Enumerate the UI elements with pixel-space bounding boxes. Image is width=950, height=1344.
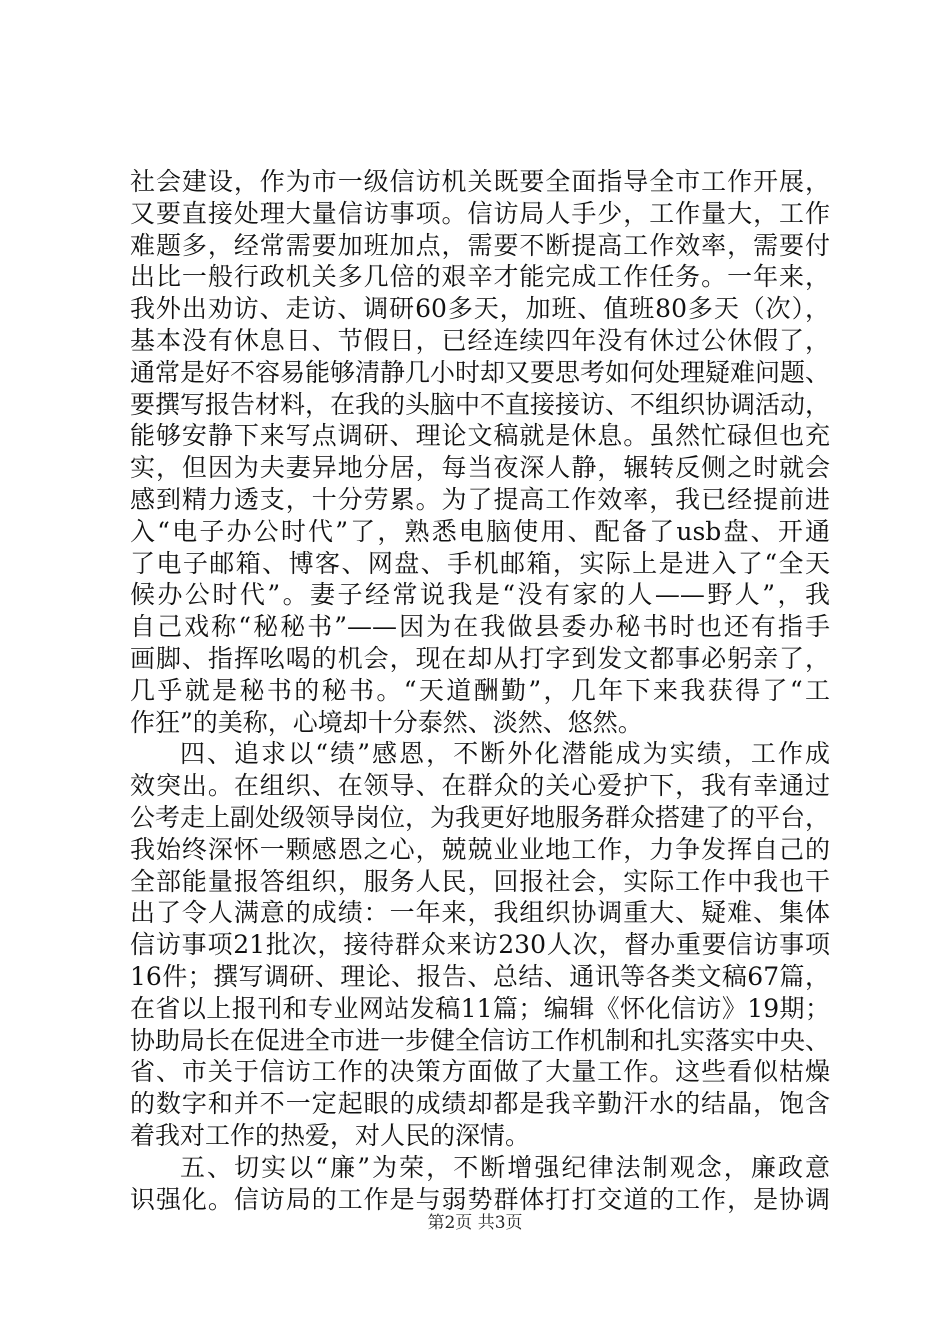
text-line: 了电子邮箱、博客、网盘、手机邮箱，实际上是进入了“全天 [130,548,830,578]
text-line: 在省以上报刊和专业网站发稿11篇；编辑《怀化信访》19期； [130,993,830,1023]
paragraph-start-line: 五、切实以“廉”为荣，不断增强纪律法制观念，廉政意 [180,1152,830,1182]
text-line: 感到精力透支，十分劳累。为了提高工作效率，我已经提前进 [130,484,830,514]
text-line: 我始终深怀一颗感恩之心，兢兢业业地工作，力争发挥自己的 [130,834,830,864]
text-line: 16件；撰写调研、理论、报告、总结、通讯等各类文稿67篇， [130,961,830,991]
text-line: 自己戏称“秘秘书”——因为在我做县委办秘书时也还有指手 [130,612,830,642]
text-line: 作狂”的美称，心境却十分泰然、淡然、悠然。 [130,707,643,737]
text-line: 几乎就是秘书的秘书。“天道酬勤”，几年下来我获得了“工 [130,675,830,705]
page-number-footer: 第2页 共3页 [427,1213,523,1233]
text-line: 候办公时代”。妻子经常说我是“没有家的人——野人”，我 [130,580,830,610]
text-line: 公考走上副处级领导岗位，为我更好地服务群众搭建了的平台， [130,802,831,832]
text-line: 通常是好不容易能够清静几小时却又要思考如何处理疑难问题、 [130,357,831,387]
text-line: 又要直接处理大量信访事项。信访局人手少，工作量大，工作 [130,198,830,228]
text-line: 社会建设，作为市一级信访机关既要全面指导全市工作开展， [130,167,830,196]
text-line: 出了令人满意的成绩：一年来，我组织协调重大、疑难、集体 [130,898,830,928]
document-body [130,166,830,1215]
text-line: 画脚、指挥吆喝的机会，现在却从打字到发文都事必躬亲了， [130,643,830,673]
text-line: 的数字和并不一定起眼的成绩却都是我辛勤汗水的结晶，饱含 [130,1089,830,1119]
text-line: 效突出。在组织、在领导、在群众的关心爱护下，我有幸通过 [130,771,830,801]
text-line: 要撰写报告材料，在我的头脑中不直接接访、不组织协调活动， [130,389,831,419]
text-line: 基本没有休息日、节假日，已经连续四年没有休过公休假了， [130,325,830,355]
text-line: 入“电子办公时代”了，熟悉电脑使用、配备了usb盘、开通 [130,516,830,546]
text-line: 着我对工作的热爱，对人民的深情。 [130,1120,531,1150]
text-line: 全部能量报答组织，服务人民，回报社会，实际工作中我也干 [130,866,830,896]
text-line: 能够安静下来写点调研、理论文稿就是休息。虽然忙碌但也充 [130,421,830,451]
text-line: 出比一般行政机关多几倍的艰辛才能完成工作任务。一年来， [130,262,830,292]
text-line: 省、市关于信访工作的决策方面做了大量工作。这些看似枯燥 [130,1057,830,1087]
text-line: 信访事项21批次，接待群众来访230人次，督办重要信访事项 [130,930,830,960]
text-line: 识强化。信访局的工作是与弱势群体打打交道的工作，是协调 [130,1184,830,1214]
text-line: 难题多，经常需要加班加点，需要不断提高工作效率，需要付 [130,230,830,260]
text-line: 实，但因为夫妻异地分居，每当夜深人静，辗转反侧之时就会 [130,453,830,483]
text-line: 协助局长在促进全市进一步健全信访工作机制和扎实落实中央、 [130,1025,831,1055]
paragraph-start-line: 四、追求以“绩”感恩，不断外化潜能成为实绩，工作成 [180,739,830,769]
text-line: 我外出劝访、走访、调研60多天，加班、值班80多天（次）， [130,294,830,324]
